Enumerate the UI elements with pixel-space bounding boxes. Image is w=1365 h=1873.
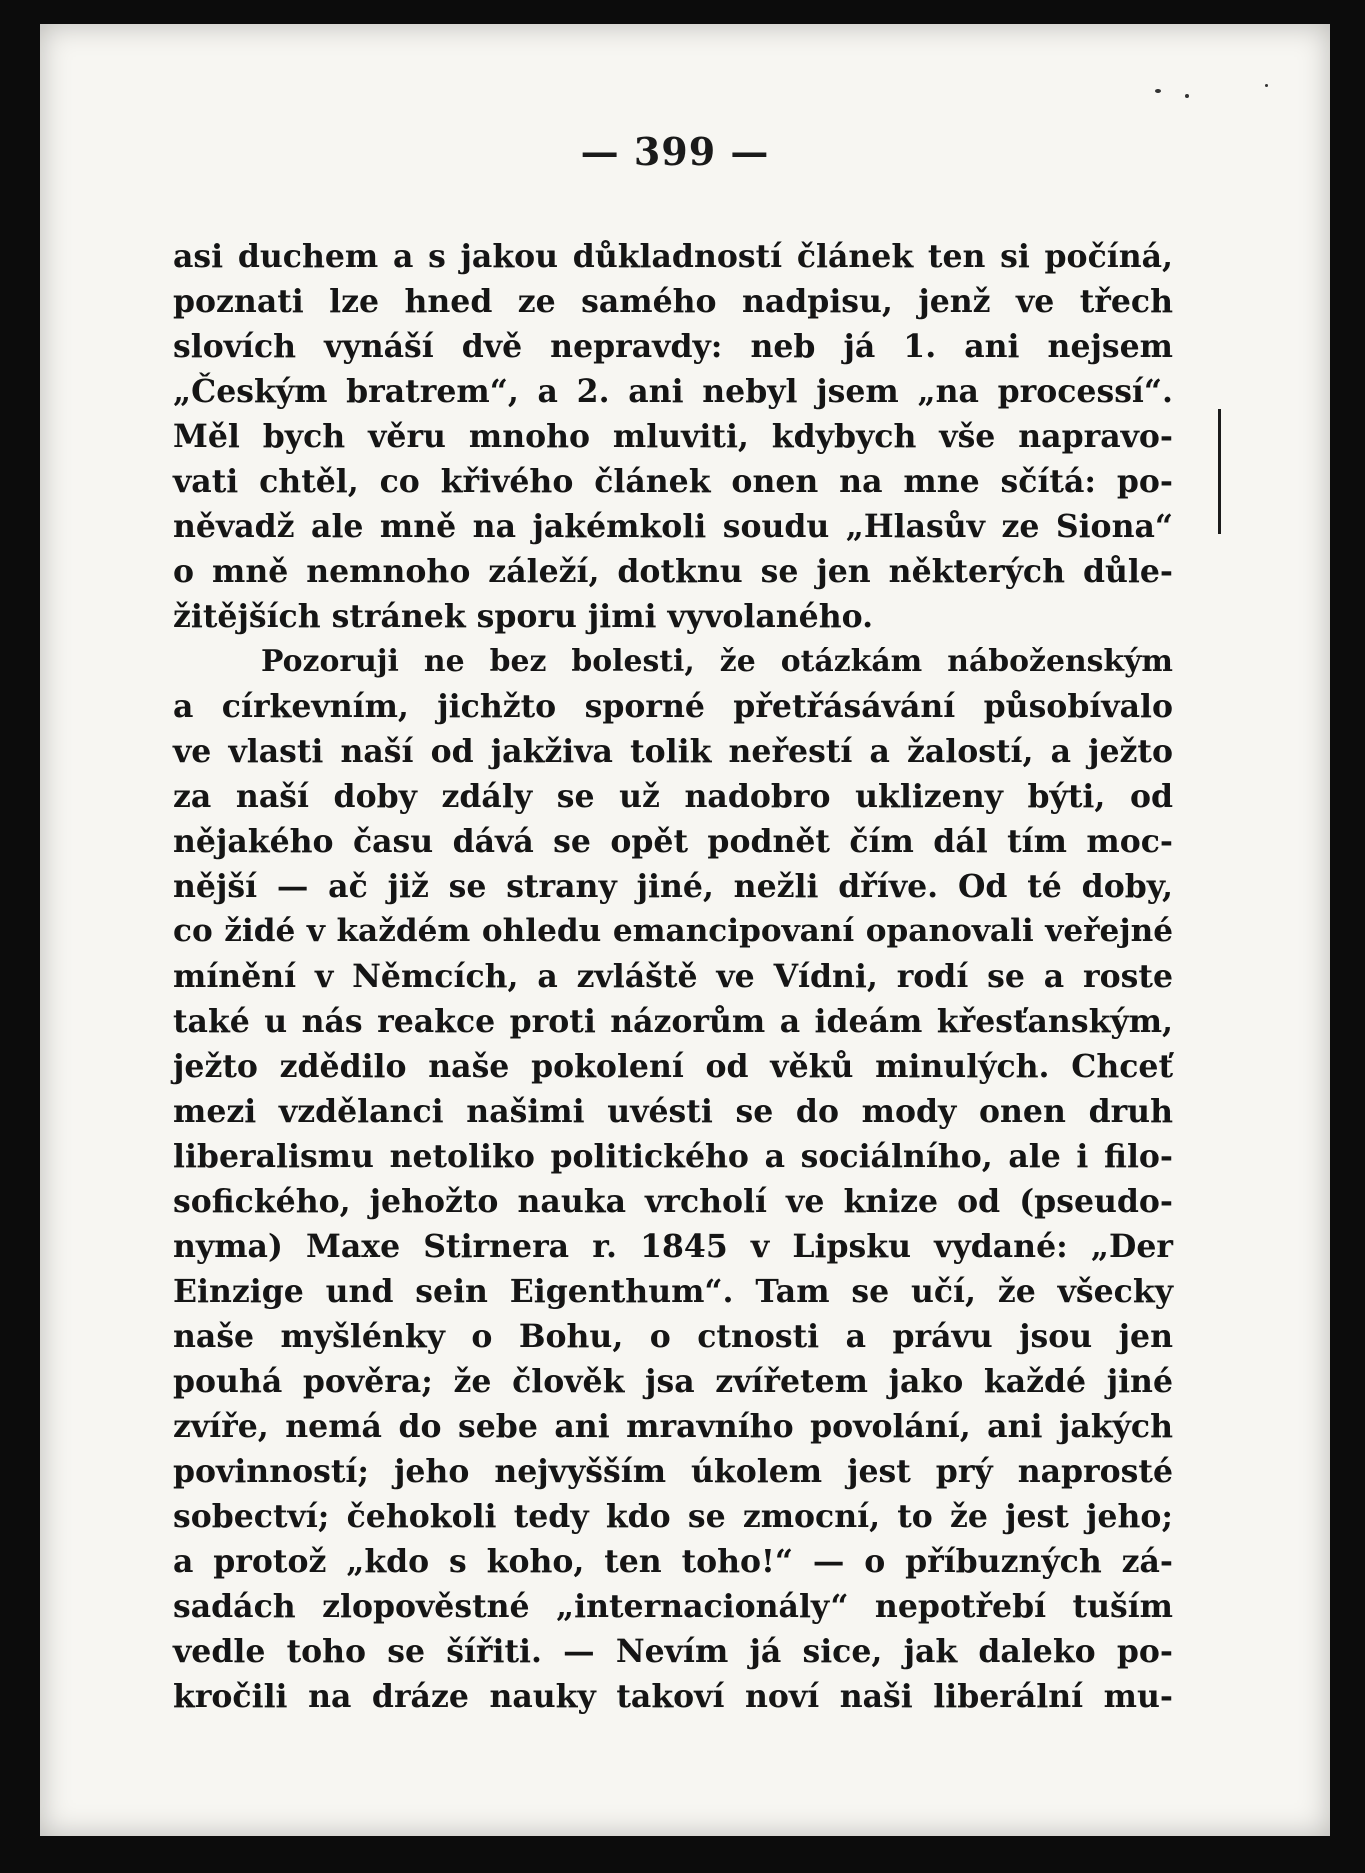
text-line: Pozoruji ne bez bolesti, že otázkám náboženským	[261, 644, 1173, 679]
text-line: naše myšlénky o Bohu, o ctnosti a právu jsou jen	[173, 1318, 1173, 1355]
page-number: — 399 —	[580, 129, 770, 174]
text-line: poznati lze hned ze samého nadpisu, jenž ve třech	[173, 283, 1173, 320]
text-line: mezi vzdělanci našimi uvésti se do mody onen druh	[173, 1093, 1173, 1130]
text-line: zvíře, nemá do sebe ani mravního povolání, ani jakých	[173, 1408, 1173, 1445]
text-line: vati chtěl, co křivého článek onen na mne sčítá: po-	[173, 463, 1173, 500]
text-line: také u nás reakce proti názorům a ideám křesťanským,	[173, 1003, 1173, 1040]
ink-speck	[1185, 94, 1189, 98]
paragraph-2	[173, 639, 1173, 1719]
text-line: sofického, jehožto nauka vrcholí ve knize od (pseudo-	[173, 1183, 1173, 1220]
text-line: Einzige und sein Eigenthum“. Tam se učí, že všecky	[173, 1273, 1173, 1310]
text-line: nější — ač již se strany jiné, nežli dříve. Od té doby,	[173, 868, 1173, 905]
text-line: liberalismu netoliko politického a sociálního, ale i filo-	[173, 1138, 1173, 1175]
text-line: ježto zdědilo naše pokolení od věků minulých. Chceť	[173, 1048, 1173, 1085]
text-line: vedle toho se šířiti. — Nevím já sice, jak daleko po-	[173, 1633, 1173, 1670]
text-line: sadách zlopověstné „internacionály“ nepotřebí tuším	[173, 1588, 1173, 1625]
text-line: mínění v Němcích, a zvláště ve Vídni, rodí se a roste	[173, 958, 1173, 995]
text-line: něvadž ale mně na jakémkoli soudu „Hlasův ze Siona“	[173, 508, 1173, 545]
text-line: sobectví; čehokoli tedy kdo se zmocní, to že jest jeho;	[173, 1498, 1173, 1535]
ink-speck	[1265, 84, 1268, 87]
paragraph-1	[173, 234, 1173, 639]
text-line: pouhá pověra; že člověk jsa zvířetem jako každé jiné	[173, 1363, 1173, 1400]
text-line: žitějších stránek sporu jimi vyvolaného.	[173, 598, 874, 635]
text-line: a protož „kdo s koho, ten toho!“ — o příbuzných zá-	[173, 1543, 1173, 1580]
text-line: asi duchem a s jakou důkladností článek ten si počíná,	[173, 238, 1173, 275]
text-line: povinností; jeho nejvyšším úkolem jest prý naprosté	[173, 1453, 1173, 1490]
text-line: a církevním, jichžto sporné přetřásávání působívalo	[173, 688, 1173, 725]
text-line: co židé v každém ohledu emancipovaní opanovali veřejné	[173, 913, 1173, 949]
text-line: za naší doby zdály se už nadobro uklizeny býti, od	[173, 778, 1173, 815]
text-line: nějakého času dává se opět podnět čím dál tím moc-	[173, 823, 1173, 860]
text-line: o mně nemnoho záleží, dotknu se jen některých důle-	[173, 553, 1173, 590]
text-line: nyma) Maxe Stirnera r. 1845 v Lipsku vydané: „Der	[173, 1228, 1173, 1265]
book-page	[40, 24, 1330, 1836]
body-text	[173, 234, 1173, 1719]
text-line: Měl bych věru mnoho mluviti, kdybych vše napravo-	[173, 418, 1173, 455]
margin-mark	[1218, 409, 1221, 534]
text-line: ve vlasti naší od jakživa tolik neřestí a žalostí, a ježto	[173, 733, 1173, 770]
text-line: slovích vynáší dvě nepravdy: neb já 1. ani nejsem	[173, 328, 1173, 365]
text-line: kročili na dráze nauky takoví noví naši liberální mu-	[173, 1678, 1173, 1715]
ink-speck	[1155, 89, 1161, 93]
text-line: „Českým bratrem“, a 2. ani nebyl jsem „na processí“.	[173, 373, 1173, 410]
